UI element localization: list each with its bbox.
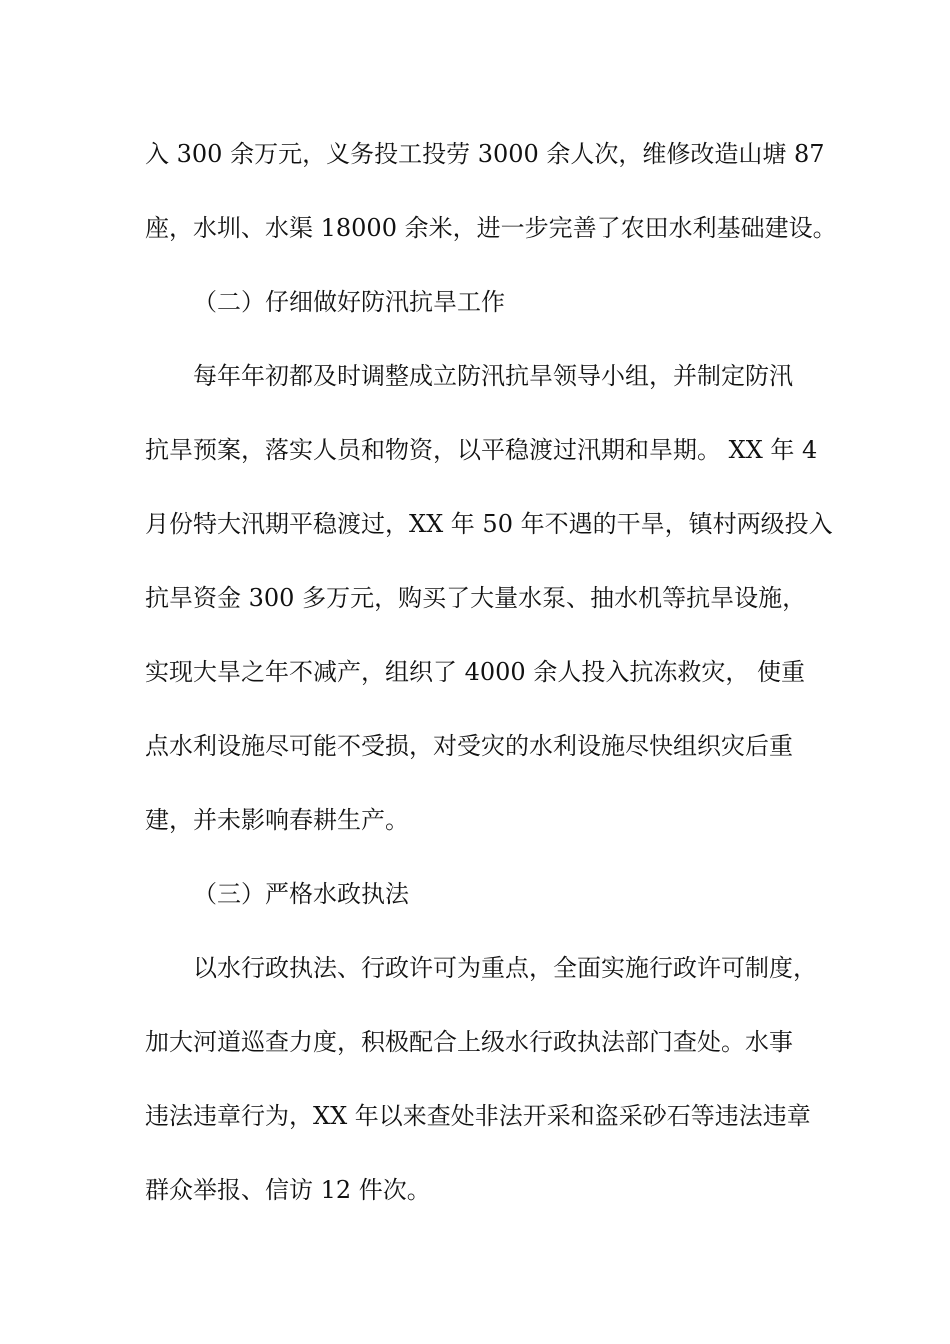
paragraph-line: 每年年初都及时调整成立防汛抗旱领导小组，并制定防汛 xyxy=(193,362,793,390)
paragraph-line: 加大河道巡查力度，积极配合上级水行政执法部门查处。水事 xyxy=(145,1028,793,1056)
paragraph-line: 实现大旱之年不减产，组织了 4000 余人投入抗冻救灾， 使重 xyxy=(145,658,805,686)
paragraph-line: 违法违章行为，XX 年以来查处非法开采和盗采砂石等违法违章 xyxy=(145,1102,811,1130)
paragraph-line: 抗旱预案，落实人员和物资，以平稳渡过汛期和旱期。 XX 年 4 xyxy=(145,436,818,464)
paragraph-line: 入 300 余万元，义务投工投劳 3000 余人次，维修改造山塘 87 xyxy=(145,140,825,168)
paragraph-line: 群众举报、信访 12 件次。 xyxy=(145,1176,431,1204)
paragraph-line: 座，水圳、水渠 18000 余米，进一步完善了农田水利基础建设。 xyxy=(145,214,837,242)
section-heading: （三）严格水政执法 xyxy=(193,880,409,908)
paragraph-line: 月份特大汛期平稳渡过，XX 年 50 年不遇的干旱，镇村两级投入 xyxy=(145,510,833,538)
section-heading: （二）仔细做好防汛抗旱工作 xyxy=(193,288,505,316)
paragraph-line: 以水行政执法、行政许可为重点，全面实施行政许可制度， xyxy=(193,954,817,982)
paragraph-line: 抗旱资金 300 多万元，购买了大量水泵、抽水机等抗旱设施， xyxy=(145,584,807,612)
paragraph-line: 点水利设施尽可能不受损，对受灾的水利设施尽快组织灾后重 xyxy=(145,732,793,760)
paragraph-line: 建，并未影响春耕生产。 xyxy=(145,806,409,834)
